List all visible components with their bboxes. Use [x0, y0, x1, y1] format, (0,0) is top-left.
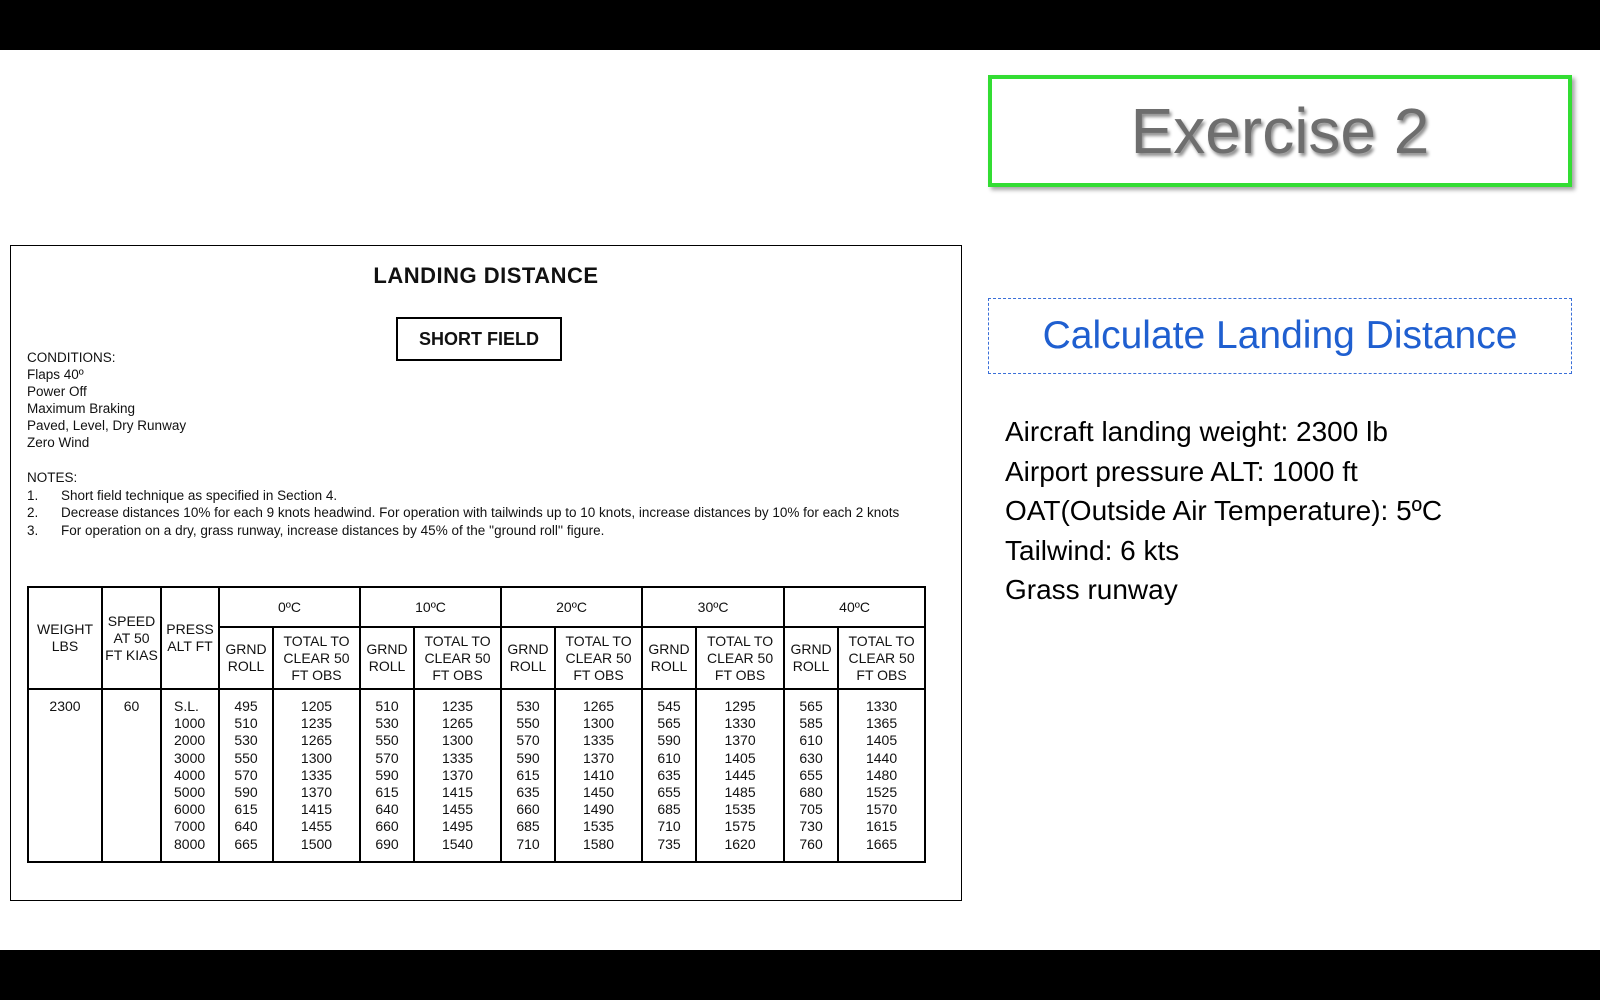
- press-alt-column: [161, 689, 219, 862]
- note-item: [27, 504, 927, 522]
- distance-value: 680: [799, 784, 823, 801]
- distance-value: 660: [375, 818, 399, 835]
- distance-value: 1495: [441, 818, 474, 835]
- condition-item: Paved, Level, Dry Runway: [27, 418, 187, 433]
- weight-header: WEIGHT LBS: [28, 587, 102, 689]
- note-number: 3.: [27, 522, 39, 538]
- table-row: [28, 689, 925, 862]
- grnd-roll-column: [784, 689, 838, 862]
- distance-value: 1235: [441, 698, 474, 714]
- press-alt-value: 7000: [174, 818, 206, 835]
- chart-title: LANDING DISTANCE: [373, 263, 599, 288]
- distance-value: 530: [375, 715, 399, 732]
- grnd-roll-header: GRND ROLL: [360, 627, 414, 689]
- distance-value: 710: [516, 835, 540, 852]
- distance-value: 615: [234, 801, 258, 818]
- total-distance-column: [273, 689, 360, 862]
- distance-value: 760: [799, 835, 823, 852]
- distance-value: 615: [375, 784, 399, 801]
- condition-item: Maximum Braking: [27, 401, 136, 416]
- distance-value: 1485: [724, 784, 756, 801]
- distance-value: 1405: [724, 749, 756, 766]
- distance-value: 590: [516, 749, 540, 766]
- given-item: Aircraft landing weight: 2300 lb: [1005, 416, 1388, 447]
- distance-value: 1445: [724, 766, 756, 783]
- distance-value: 690: [375, 835, 399, 852]
- distance-value: 570: [375, 749, 399, 766]
- grnd-roll-column: [360, 689, 414, 862]
- speed-cell: 60: [102, 689, 161, 862]
- given-data-list: [1005, 412, 1442, 610]
- distance-value: 1525: [865, 784, 898, 801]
- weight-cell: 2300: [28, 689, 102, 862]
- task-title: Calculate Landing Distance: [1042, 314, 1518, 357]
- distance-value: 590: [657, 732, 681, 749]
- distance-value: 1540: [441, 835, 474, 852]
- distance-value: 1450: [582, 784, 615, 801]
- notes-block: [27, 469, 927, 539]
- distance-value: 495: [234, 698, 258, 714]
- press-alt-value: 2000: [174, 732, 206, 749]
- distance-value: 1415: [300, 801, 333, 818]
- press-alt-value: 6000: [174, 801, 206, 818]
- distance-value: 1335: [300, 766, 333, 783]
- press-alt-value: 8000: [174, 835, 206, 852]
- distance-value: 655: [657, 784, 681, 801]
- note-item: [27, 487, 927, 505]
- note-item: [27, 522, 927, 540]
- note-number: 1.: [27, 487, 39, 503]
- chart-subtitle-box: [396, 317, 562, 361]
- total-distance-column: [696, 689, 784, 862]
- distance-value: 1335: [582, 732, 615, 749]
- distance-value: 1455: [441, 801, 474, 818]
- distance-value: 1665: [865, 835, 898, 852]
- total-distance-column: [555, 689, 642, 862]
- grnd-roll-header: GRND ROLL: [501, 627, 555, 689]
- grnd-roll-header: GRND ROLL: [784, 627, 838, 689]
- distance-value: 685: [657, 801, 681, 818]
- note-text: For operation on a dry, grass runway, increase distances by 45% of the ''ground roll'' figure.: [61, 522, 605, 538]
- total-header: TOTAL TO CLEAR 50 FT OBS: [414, 627, 501, 689]
- distance-value: 1535: [582, 818, 615, 835]
- distance-value: 590: [375, 766, 399, 783]
- distance-value: 510: [234, 715, 258, 732]
- grnd-roll-header: GRND ROLL: [642, 627, 696, 689]
- total-distance-column: [414, 689, 501, 862]
- note-number: 2.: [27, 505, 39, 520]
- speed-header: SPEED AT 50 FT KIAS: [102, 587, 161, 689]
- temp-header: 40ºC: [784, 587, 925, 627]
- distance-value: 1490: [582, 801, 615, 818]
- temp-header: 0ºC: [219, 587, 360, 627]
- note-text: Short field technique as specified in Section 4.: [61, 487, 338, 503]
- temp-header: 20ºC: [501, 587, 642, 627]
- distance-value: 530: [234, 732, 258, 749]
- distance-value: 1235: [300, 715, 333, 732]
- distance-value: 1265: [582, 698, 615, 714]
- distance-value: 1570: [865, 801, 898, 818]
- grnd-roll-column: [642, 689, 696, 862]
- conditions-heading: CONDITIONS:: [27, 350, 116, 365]
- total-header: TOTAL TO CLEAR 50 FT OBS: [555, 627, 642, 689]
- given-item: Airport pressure ALT: 1000 ft: [1005, 455, 1358, 487]
- distance-value: 655: [799, 766, 823, 783]
- distance-value: 1335: [441, 749, 474, 766]
- given-item: OAT(Outside Air Temperature): 5ºC: [1005, 495, 1443, 526]
- slide-title-box: [988, 75, 1572, 187]
- distance-value: 1295: [724, 698, 756, 714]
- distance-value: 1365: [865, 715, 898, 732]
- distance-value: 565: [799, 698, 823, 714]
- distance-value: 635: [657, 766, 681, 783]
- distance-value: 570: [234, 766, 258, 783]
- grnd-roll-column: [501, 689, 555, 862]
- condition-item: Power Off: [27, 384, 87, 399]
- note-text: Decrease distances 10% for each 9 knots headwind. For operation with tailwinds up to 10 knots, increase distances by 10% for each 2 knots: [61, 505, 900, 520]
- distance-value: 1300: [300, 749, 333, 766]
- condition-item: Flaps 40º: [27, 367, 84, 382]
- chart-subtitle: SHORT FIELD: [419, 328, 539, 349]
- distance-value: 1330: [724, 715, 756, 732]
- distance-value: 550: [375, 732, 399, 749]
- distance-value: 1330: [865, 698, 898, 714]
- press-alt-value: 1000: [174, 715, 206, 732]
- press-alt-value: 3000: [174, 749, 206, 766]
- total-header: TOTAL TO CLEAR 50 FT OBS: [273, 627, 360, 689]
- distance-value: 1535: [724, 801, 756, 818]
- distance-value: 1415: [441, 784, 474, 801]
- distance-value: 1455: [300, 818, 333, 835]
- given-item: Grass runway: [1005, 574, 1178, 605]
- distance-value: 1265: [441, 715, 474, 732]
- distance-value: 1300: [441, 732, 474, 749]
- distance-value: 665: [234, 835, 258, 852]
- distance-value: 1480: [865, 766, 898, 783]
- distance-value: 1370: [441, 766, 474, 783]
- total-header: TOTAL TO CLEAR 50 FT OBS: [838, 627, 925, 689]
- total-distance-column: [838, 689, 925, 862]
- distance-value: 685: [516, 818, 540, 835]
- distance-value: 1440: [865, 749, 898, 766]
- landing-distance-table: [27, 586, 926, 863]
- notes-heading: NOTES:: [27, 470, 78, 485]
- distance-value: 660: [516, 801, 540, 818]
- distance-value: 640: [234, 818, 258, 835]
- press-alt-header: PRESS ALT FT: [161, 587, 219, 689]
- distance-value: 590: [234, 784, 258, 801]
- distance-value: 630: [799, 749, 823, 766]
- distance-value: 550: [234, 749, 258, 766]
- distance-value: 730: [799, 818, 823, 835]
- distance-value: 1405: [865, 732, 898, 749]
- conditions-block: [27, 349, 186, 451]
- grnd-roll-header: GRND ROLL: [219, 627, 273, 689]
- distance-value: 710: [657, 818, 681, 835]
- distance-value: 530: [516, 698, 540, 714]
- distance-value: 570: [516, 732, 540, 749]
- condition-item: Zero Wind: [27, 435, 90, 450]
- press-alt-value: 5000: [174, 784, 206, 801]
- slide-title: Exercise 2: [1130, 95, 1430, 167]
- task-box: [988, 298, 1572, 374]
- distance-value: 615: [516, 766, 540, 783]
- distance-value: 550: [516, 715, 540, 732]
- distance-value: 510: [375, 698, 399, 714]
- distance-value: 1265: [300, 732, 333, 749]
- distance-value: 1410: [582, 766, 615, 783]
- distance-value: 1370: [582, 749, 615, 766]
- distance-value: 545: [657, 698, 681, 714]
- distance-value: 635: [516, 784, 540, 801]
- press-alt-value: 4000: [174, 766, 206, 783]
- distance-value: 1370: [300, 784, 333, 801]
- press-alt-value: S.L.: [174, 698, 199, 714]
- distance-value: 1615: [865, 818, 898, 835]
- grnd-roll-column: [219, 689, 273, 862]
- slide: [0, 50, 1600, 950]
- distance-value: 1205: [300, 698, 333, 714]
- distance-value: 610: [799, 732, 823, 749]
- distance-value: 1580: [582, 835, 615, 852]
- total-header: TOTAL TO CLEAR 50 FT OBS: [696, 627, 784, 689]
- distance-value: 1500: [300, 835, 333, 852]
- distance-value: 735: [657, 835, 681, 852]
- distance-value: 1300: [582, 715, 615, 732]
- distance-value: 1620: [724, 835, 756, 852]
- distance-value: 1575: [724, 818, 756, 835]
- landing-distance-chart: [10, 245, 962, 901]
- temp-header: 10ºC: [360, 587, 501, 627]
- distance-value: 705: [799, 801, 823, 818]
- distance-value: 610: [657, 749, 681, 766]
- given-item: Tailwind: 6 kts: [1005, 534, 1180, 566]
- distance-value: 640: [375, 801, 399, 818]
- distance-value: 565: [657, 715, 681, 732]
- distance-value: 1370: [724, 732, 756, 749]
- distance-value: 585: [799, 715, 823, 732]
- temp-header: 30ºC: [642, 587, 784, 627]
